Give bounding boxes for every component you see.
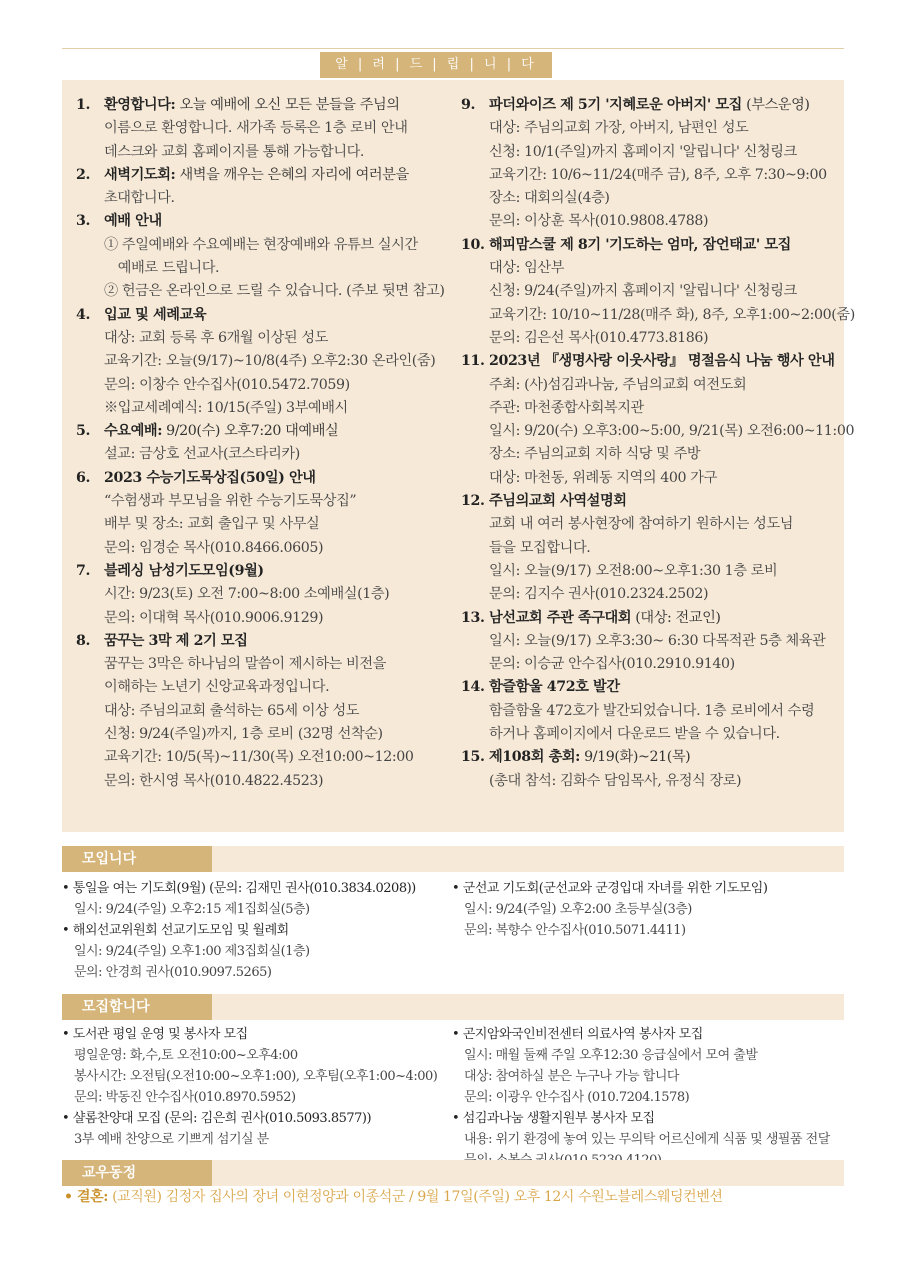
item-body [104,210,458,303]
announcement-item [76,304,458,420]
item-line: 교회 내 여러 봉사현장에 참여하기 원하시는 성도님 [489,516,794,533]
item-title-line [104,560,458,583]
entry-title: • 통일을 여는 기도회(9월) [62,881,206,896]
section-entry-title [452,1108,830,1129]
announcement-item [76,94,458,164]
section-entry-title [452,1024,830,1045]
announcement-item [76,164,458,211]
item-number: 1. [76,97,91,113]
item-line: 대상: 마천동, 위례동 지역의 400 가구 [489,469,717,486]
entry-line: 문의: 복향수 안수집사(010.5071.4411) [464,923,686,938]
announcement-item [76,467,458,560]
item-line: 문의: 이창수 안수집사(010.5472.7059) [104,376,350,393]
item-title: 2023년 『생명사랑 이웃사랑』 명절음식 나눔 행사 안내 [489,353,835,370]
top-divider [62,48,844,49]
family-heading: 교우동정 [62,1160,212,1186]
item-line: 대상: 주님의교회 가장, 아버지, 남편인 성도 [489,120,749,137]
item-number: 5. [76,423,91,440]
item-body [104,94,458,164]
item-line: 장소: 대회의실(4층) [489,190,610,207]
item-line: 꿈꾸는 3막은 하나님의 말씀이 제시하는 비전을 [104,656,386,673]
mojip-heading: 모집합니다 [62,994,212,1020]
section-entry-title [62,878,416,899]
mojip-right-column [452,1024,830,1171]
item-title-line [489,676,839,699]
announcement-item [461,94,839,234]
announcement-item [461,746,839,793]
item-title-line [489,746,839,769]
entry-title: • 섬김과나눔 생활지원부 봉사자 모집 [452,1111,655,1126]
wedding-label: • 결혼: [64,1189,109,1205]
section-entry-title [62,1108,437,1129]
item-body [489,490,839,606]
item-title-text: 오늘 예배에 오신 모든 분들을 주님의 [175,97,400,113]
item-number: 8. [76,632,91,649]
moim-heading: 모입니다 [62,846,212,872]
item-title: 제108회 총회: [489,749,581,766]
item-line: 신청: 10/1(주일)까지 홈페이지 '알립니다' 신청링크 [489,143,797,160]
item-body [104,630,458,793]
entry-line: 대상: 참여하실 분은 누구나 가능 합니다 [464,1069,679,1084]
entry-title-text: (문의: 김재민 권사(010.3834.0208)) [205,881,416,896]
item-number: 10. [461,236,485,253]
item-body [104,304,458,420]
item-title-line [489,350,854,373]
entry-line: 일시: 9/24(주일) 오후1:00 제3집회실(1층) [74,944,310,959]
item-number: 13. [461,609,485,626]
item-line: 주관: 마천종합사회복지관 [489,399,644,416]
item-title-line [104,467,458,490]
item-line: 주최: (사)섬김과나눔, 주님의교회 여전도회 [489,376,747,393]
item-line: 문의: 이대혁 목사(010.9006.9129) [104,609,324,626]
item-title-line [104,164,458,187]
item-line: 대상: 임산부 [489,260,565,277]
item-title: 해피맘스쿨 제 8기 '기도하는 엄마, 잠언태교' 모집 [489,236,791,253]
item-body [489,94,839,234]
item-line: 문의: 김은선 목사(010.4773.8186) [489,329,709,346]
entry-line: 내용: 위기 환경에 놓여 있는 무의탁 어르신에게 식품 및 생필품 전달 [464,1132,830,1147]
item-title: 파더와이즈 제 5기 '지혜로운 아버지' 모집 [489,97,742,113]
item-line: 일시: 오늘(9/17) 오후3:30~ 6:30 다목적관 5층 체육관 [489,632,826,649]
item-body [104,420,458,467]
item-line: 신청: 9/24(주일)까지, 1층 로비 (32명 선착순) [104,726,383,743]
announcement-item [461,676,839,746]
section-entry-title [452,878,767,899]
announcements-header: 알 | 려 | 드 | 립 | 니 | 다 [320,52,552,78]
item-body [104,467,458,560]
item-line: 문의: 이승균 안수집사(010.2910.9140) [489,656,735,673]
announcements-left-column [76,94,458,793]
item-line: 대상: 교회 등록 후 6개월 이상된 성도 [104,329,328,346]
item-number: 12. [461,493,485,510]
item-line: 배부 및 장소: 교회 출입구 및 사무실 [104,516,320,533]
item-body [489,234,855,350]
item-number: 11. [461,353,485,370]
item-line: ① 주일예배와 수요예배는 현장예배와 유튜브 실시간 [104,236,418,253]
item-line: 일시: 9/20(수) 오후3:00~5:00, 9/21(목) 오전6:00~11:00 [489,423,855,440]
item-line: (총대 참석: 김화수 담임목사, 유정식 장로) [489,772,742,789]
item-title-line [104,420,458,443]
entry-line: 문의: 이광우 안수집사 (010.7204.1578) [464,1090,690,1105]
item-number: 3. [76,213,91,230]
entry-title: • 샬롬찬양대 모집 [62,1111,161,1126]
item-title: 수요예배: [104,423,163,440]
item-title-line [489,234,855,257]
mojip-left-column [62,1024,437,1150]
item-number: 15. [461,749,485,766]
family-news-line [64,1186,722,1206]
moim-right-column [452,878,767,941]
entry-line: 문의: 박동진 안수집사(010.8970.5952) [74,1090,296,1105]
item-number: 14. [461,679,485,696]
announcements-right-column [461,94,855,793]
item-number: 2. [76,166,91,183]
item-line: 이해하는 노년기 신앙교육과정입니다. [104,679,330,696]
item-line: 설교: 금상호 선교사(코스타리카) [104,446,300,463]
item-body [489,350,854,490]
announcement-item [461,350,855,490]
item-title-line [104,304,458,327]
announcement-item [76,630,458,793]
announcement-item [76,210,458,303]
entry-title: • 해외선교위원회 선교기도모임 및 월례회 [62,923,289,938]
item-line: 시간: 9/23(토) 오전 7:00~8:00 소예배실(1층) [104,586,390,603]
item-line: 데스크와 교회 홈페이지를 통해 가능합니다. [104,143,365,160]
item-body [104,164,458,211]
item-body [104,560,458,630]
entry-line: 평일운영: 화,수,토 오전10:00~오후4:00 [74,1048,298,1063]
entry-line: 3부 예배 찬양으로 기쁘게 섬기실 분 [74,1132,269,1147]
item-line: 예배로 드립니다. [104,260,220,277]
item-title-text: (부스운영) [741,97,810,113]
item-line: 문의: 임경순 목사(010.8466.0605) [104,539,324,556]
item-line: 일시: 오늘(9/17) 오전8:00~오후1:30 1층 로비 [489,562,778,579]
item-title-line [489,94,839,117]
item-line: 교육기간: 10/6~11/24(매주 금), 8주, 오후 7:30~9:00 [489,166,827,183]
item-title-text: (대상: 전교인) [631,609,721,626]
item-line: ② 헌금은 온라인으로 드릴 수 있습니다. (주보 뒷면 참고) [104,283,445,300]
item-body [489,607,839,677]
item-line: 초대합니다. [104,190,175,207]
item-title-text: 9/19(화)~21(목) [580,749,691,766]
item-title-line [489,490,839,513]
item-title-line [104,630,458,653]
item-title: 입교 및 세례교육 [104,306,207,323]
announcement-item [461,607,839,677]
entry-line: 일시: 9/24(주일) 오후2:00 초등부실(3층) [464,902,692,917]
item-line: 문의: 김지수 권사(010.2324.2502) [489,586,709,603]
entry-line: 문의: 안경희 권사(010.9097.5265) [74,965,272,980]
announcement-item [461,490,839,606]
section-entry-title [62,920,416,941]
item-number: 7. [76,562,91,579]
item-line: 함즐함울 472호가 발간되었습니다. 1층 로비에서 수령 [489,702,815,719]
item-body [489,676,839,746]
item-title: 꿈꾸는 3막 제 2기 모집 [104,632,248,649]
item-title: 새벽기도회: [104,166,176,183]
item-title-text: 새벽을 깨우는 은혜의 자리에 여러분을 [175,166,409,183]
item-title-text: 9/20(수) 오후7:20 대예배실 [162,423,339,440]
item-number: 6. [76,469,91,486]
entry-line: 봉사시간: 오전팀(오전10:00~오후1:00), 오후팀(오후1:00~4:00) [74,1069,438,1084]
announcement-item [76,560,458,630]
item-title: 예배 안내 [104,213,162,230]
item-body [489,746,839,793]
announcement-item [76,420,458,467]
entry-line: 일시: 9/24(주일) 오후2:15 제1집회실(5층) [74,902,310,917]
item-line: “수험생과 부모님을 위한 수능기도묵상집” [104,493,357,510]
item-number: 4. [76,306,91,323]
item-title: 2023 수능기도묵상집(50일) 안내 [104,469,316,486]
entry-title-text: (문의: 김은희 권사(010.5093.8577)) [160,1111,372,1126]
entry-title: • 군선교 기도회(군선교와 군경입대 자녀를 위한 기도모임) [452,881,768,896]
moim-left-column [62,878,416,983]
entry-line: 일시: 매월 둘째 주일 오후12:30 응급실에서 모여 출발 [464,1048,758,1063]
item-title: 환영합니다: [104,97,176,113]
item-title: 함즐함울 472호 발간 [489,679,620,696]
item-line: 문의: 이상훈 목사(010.9808.4788) [489,213,709,230]
item-line: 대상: 주님의교회 출석하는 65세 이상 성도 [104,702,360,719]
item-title: 주님의교회 사역설명회 [489,493,627,510]
item-title-line [489,607,839,630]
item-line: 들을 모집합니다. [489,539,591,556]
item-line: 이름으로 환영합니다. 새가족 등록은 1층 로비 안내 [104,120,408,137]
item-number: 9. [461,97,476,113]
section-entry-title [62,1024,437,1045]
item-title: 남선교회 주관 족구대회 [489,609,632,626]
item-line: ※입교세례예식: 10/15(주일) 3부예배시 [104,399,348,416]
item-line: 신청: 9/24(주일)까지 홈페이지 '알립니다' 신청링크 [489,283,797,300]
item-line: 교육기간: 10/10~11/28(매주 화), 8주, 오후1:00~2:00(줌) [489,306,855,323]
entry-title: • 도서관 평일 운영 및 봉사자 모집 [62,1027,248,1042]
item-line: 교육기간: 오늘(9/17)~10/8(4주) 오후2:30 온라인(줌) [104,353,436,370]
wedding-text: (교직원) 김정자 집사의 장녀 이현정양과 이종석군 / 9월 17일(주일) 오후 12시 수원노블레스웨딩컨벤션 [108,1189,723,1205]
item-title: 블레싱 남성기도모임(9월) [104,562,264,579]
item-line: 장소: 주님의교회 지하 식당 및 주방 [489,446,701,463]
item-title-line [104,210,458,233]
item-title-line [104,94,458,117]
item-line: 교육기간: 10/5(목)~11/30(목) 오전10:00~12:00 [104,749,414,766]
item-line: 하거나 홈페이지에서 다운로드 받을 수 있습니다. [489,726,780,743]
announcement-item [461,234,855,350]
entry-title: • 곤지암와국인비전센터 의료사역 봉사자 모집 [452,1027,703,1042]
item-line: 문의: 한시영 목사(010.4822.4523) [104,772,324,789]
